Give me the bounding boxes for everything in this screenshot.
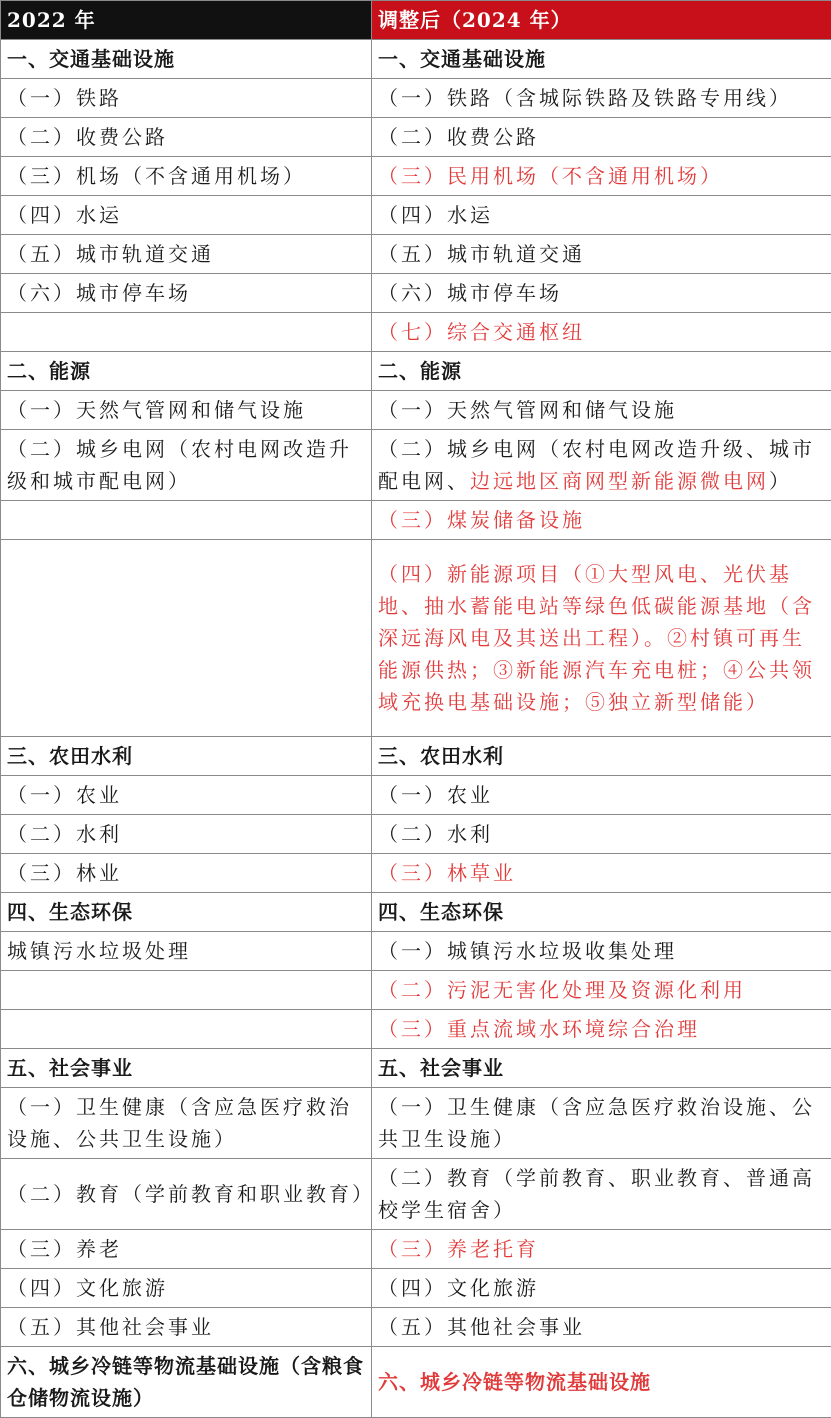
cell-2024 <box>372 430 831 501</box>
cell-2024-changed: （七）综合交通枢纽 <box>372 313 831 352</box>
table-row <box>1 1308 831 1347</box>
cell-2024-changed: 六、城乡冷链等物流基础设施 <box>372 1347 831 1418</box>
table-row <box>1 157 831 196</box>
table-row <box>1 737 831 776</box>
cell-2022-empty <box>1 540 372 737</box>
cell-2022-empty <box>1 313 372 352</box>
table-row <box>1 40 831 79</box>
cell-2022-empty <box>1 501 372 540</box>
cell-2024: （一）天然气管网和储气设施 <box>372 391 831 430</box>
cell-2024: 一、交通基础设施 <box>372 40 831 79</box>
cell-2022: （四）文化旅游 <box>1 1269 372 1308</box>
cell-2024-changed: （三）重点流域水环境综合治理 <box>372 1010 831 1049</box>
cell-text: （二）城乡电网（农村电网改造升级、城市配电网、 <box>378 437 815 493</box>
table-row <box>1 1159 831 1230</box>
cell-2024: （一）城镇污水垃圾收集处理 <box>372 932 831 971</box>
cell-2022-empty <box>1 971 372 1010</box>
header-row <box>1 1 831 40</box>
table-row <box>1 893 831 932</box>
cell-2022: （四）水运 <box>1 196 372 235</box>
table-row <box>1 776 831 815</box>
cell-2024: 五、社会事业 <box>372 1049 831 1088</box>
cell-2022: （一）农业 <box>1 776 372 815</box>
cell-2022: （三）养老 <box>1 1230 372 1269</box>
cell-2024: （六）城市停车场 <box>372 274 831 313</box>
table-row <box>1 971 831 1010</box>
header-2022: 2022 年 <box>1 1 372 40</box>
table-row <box>1 540 831 737</box>
table-row <box>1 1010 831 1049</box>
cell-2022: （二）城乡电网（农村电网改造升级和城市配电网） <box>1 430 372 501</box>
cell-2022: 二、能源 <box>1 352 372 391</box>
cell-2022: （二）教育（学前教育和职业教育） <box>1 1159 372 1230</box>
cell-text: ） <box>769 469 792 493</box>
cell-2022: 五、社会事业 <box>1 1049 372 1088</box>
cell-2024-changed: （三）林草业 <box>372 854 831 893</box>
cell-2022: （三）林业 <box>1 854 372 893</box>
cell-2024: （一）卫生健康（含应急医疗救治设施、公共卫生设施） <box>372 1088 831 1159</box>
table-row <box>1 1269 831 1308</box>
cell-2024-changed: （四）新能源项目（①大型风电、光伏基地、抽水蓄能电站等绿色低碳能源基地（含深远海风电及其送出工程）。②村镇可再生能源供热；③新能源汽车充电桩；④公共领域充换电基础设施；⑤独立新型储能） <box>372 540 831 737</box>
cell-text-changed: 边远地区商网型新能源微电网 <box>470 469 769 493</box>
cell-2022: （一）卫生健康（含应急医疗救治设施、公共卫生设施） <box>1 1088 372 1159</box>
table-row <box>1 391 831 430</box>
cell-2022: （三）机场（不含通用机场） <box>1 157 372 196</box>
cell-2022: （二）水利 <box>1 815 372 854</box>
table-row <box>1 1088 831 1159</box>
table-row <box>1 501 831 540</box>
table-row <box>1 313 831 352</box>
cell-2022: 城镇污水垃圾处理 <box>1 932 372 971</box>
cell-2024: （五）其他社会事业 <box>372 1308 831 1347</box>
cell-2024-changed: （三）民用机场（不含通用机场） <box>372 157 831 196</box>
cell-2024: （一）铁路（含城际铁路及铁路专用线） <box>372 79 831 118</box>
cell-2022-empty <box>1 1010 372 1049</box>
table-row <box>1 815 831 854</box>
cell-2022: 一、交通基础设施 <box>1 40 372 79</box>
cell-2022: （六）城市停车场 <box>1 274 372 313</box>
header-2024-adjusted: 调整后（2024 年） <box>372 1 831 40</box>
cell-2024: （二）教育（学前教育、职业教育、普通高校学生宿舍） <box>372 1159 831 1230</box>
table-row <box>1 352 831 391</box>
table-row <box>1 79 831 118</box>
table-row <box>1 118 831 157</box>
cell-2022: 六、城乡冷链等物流基础设施（含粮食仓储物流设施） <box>1 1347 372 1418</box>
cell-2022: （二）收费公路 <box>1 118 372 157</box>
table-row <box>1 1230 831 1269</box>
cell-2024-changed: （二）污泥无害化处理及资源化利用 <box>372 971 831 1010</box>
cell-2024: 三、农田水利 <box>372 737 831 776</box>
cell-2024: （二）收费公路 <box>372 118 831 157</box>
cell-2024: 二、能源 <box>372 352 831 391</box>
table-row <box>1 430 831 501</box>
cell-2024: 四、生态环保 <box>372 893 831 932</box>
cell-2024: （四）水运 <box>372 196 831 235</box>
cell-2024: （四）文化旅游 <box>372 1269 831 1308</box>
cell-2024-changed: （三）养老托育 <box>372 1230 831 1269</box>
cell-2022: （一）铁路 <box>1 79 372 118</box>
cell-2022: （五）城市轨道交通 <box>1 235 372 274</box>
table-row <box>1 196 831 235</box>
cell-2022: 三、农田水利 <box>1 737 372 776</box>
table-row <box>1 854 831 893</box>
cell-2024: （五）城市轨道交通 <box>372 235 831 274</box>
table-row <box>1 932 831 971</box>
table-row <box>1 235 831 274</box>
cell-2024-changed: （三）煤炭储备设施 <box>372 501 831 540</box>
cell-2022: （一）天然气管网和储气设施 <box>1 391 372 430</box>
table-row <box>1 274 831 313</box>
cell-2024: （二）水利 <box>372 815 831 854</box>
cell-2022: 四、生态环保 <box>1 893 372 932</box>
table-row <box>1 1347 831 1418</box>
cell-2024: （一）农业 <box>372 776 831 815</box>
table-row <box>1 1049 831 1088</box>
cell-2022: （五）其他社会事业 <box>1 1308 372 1347</box>
